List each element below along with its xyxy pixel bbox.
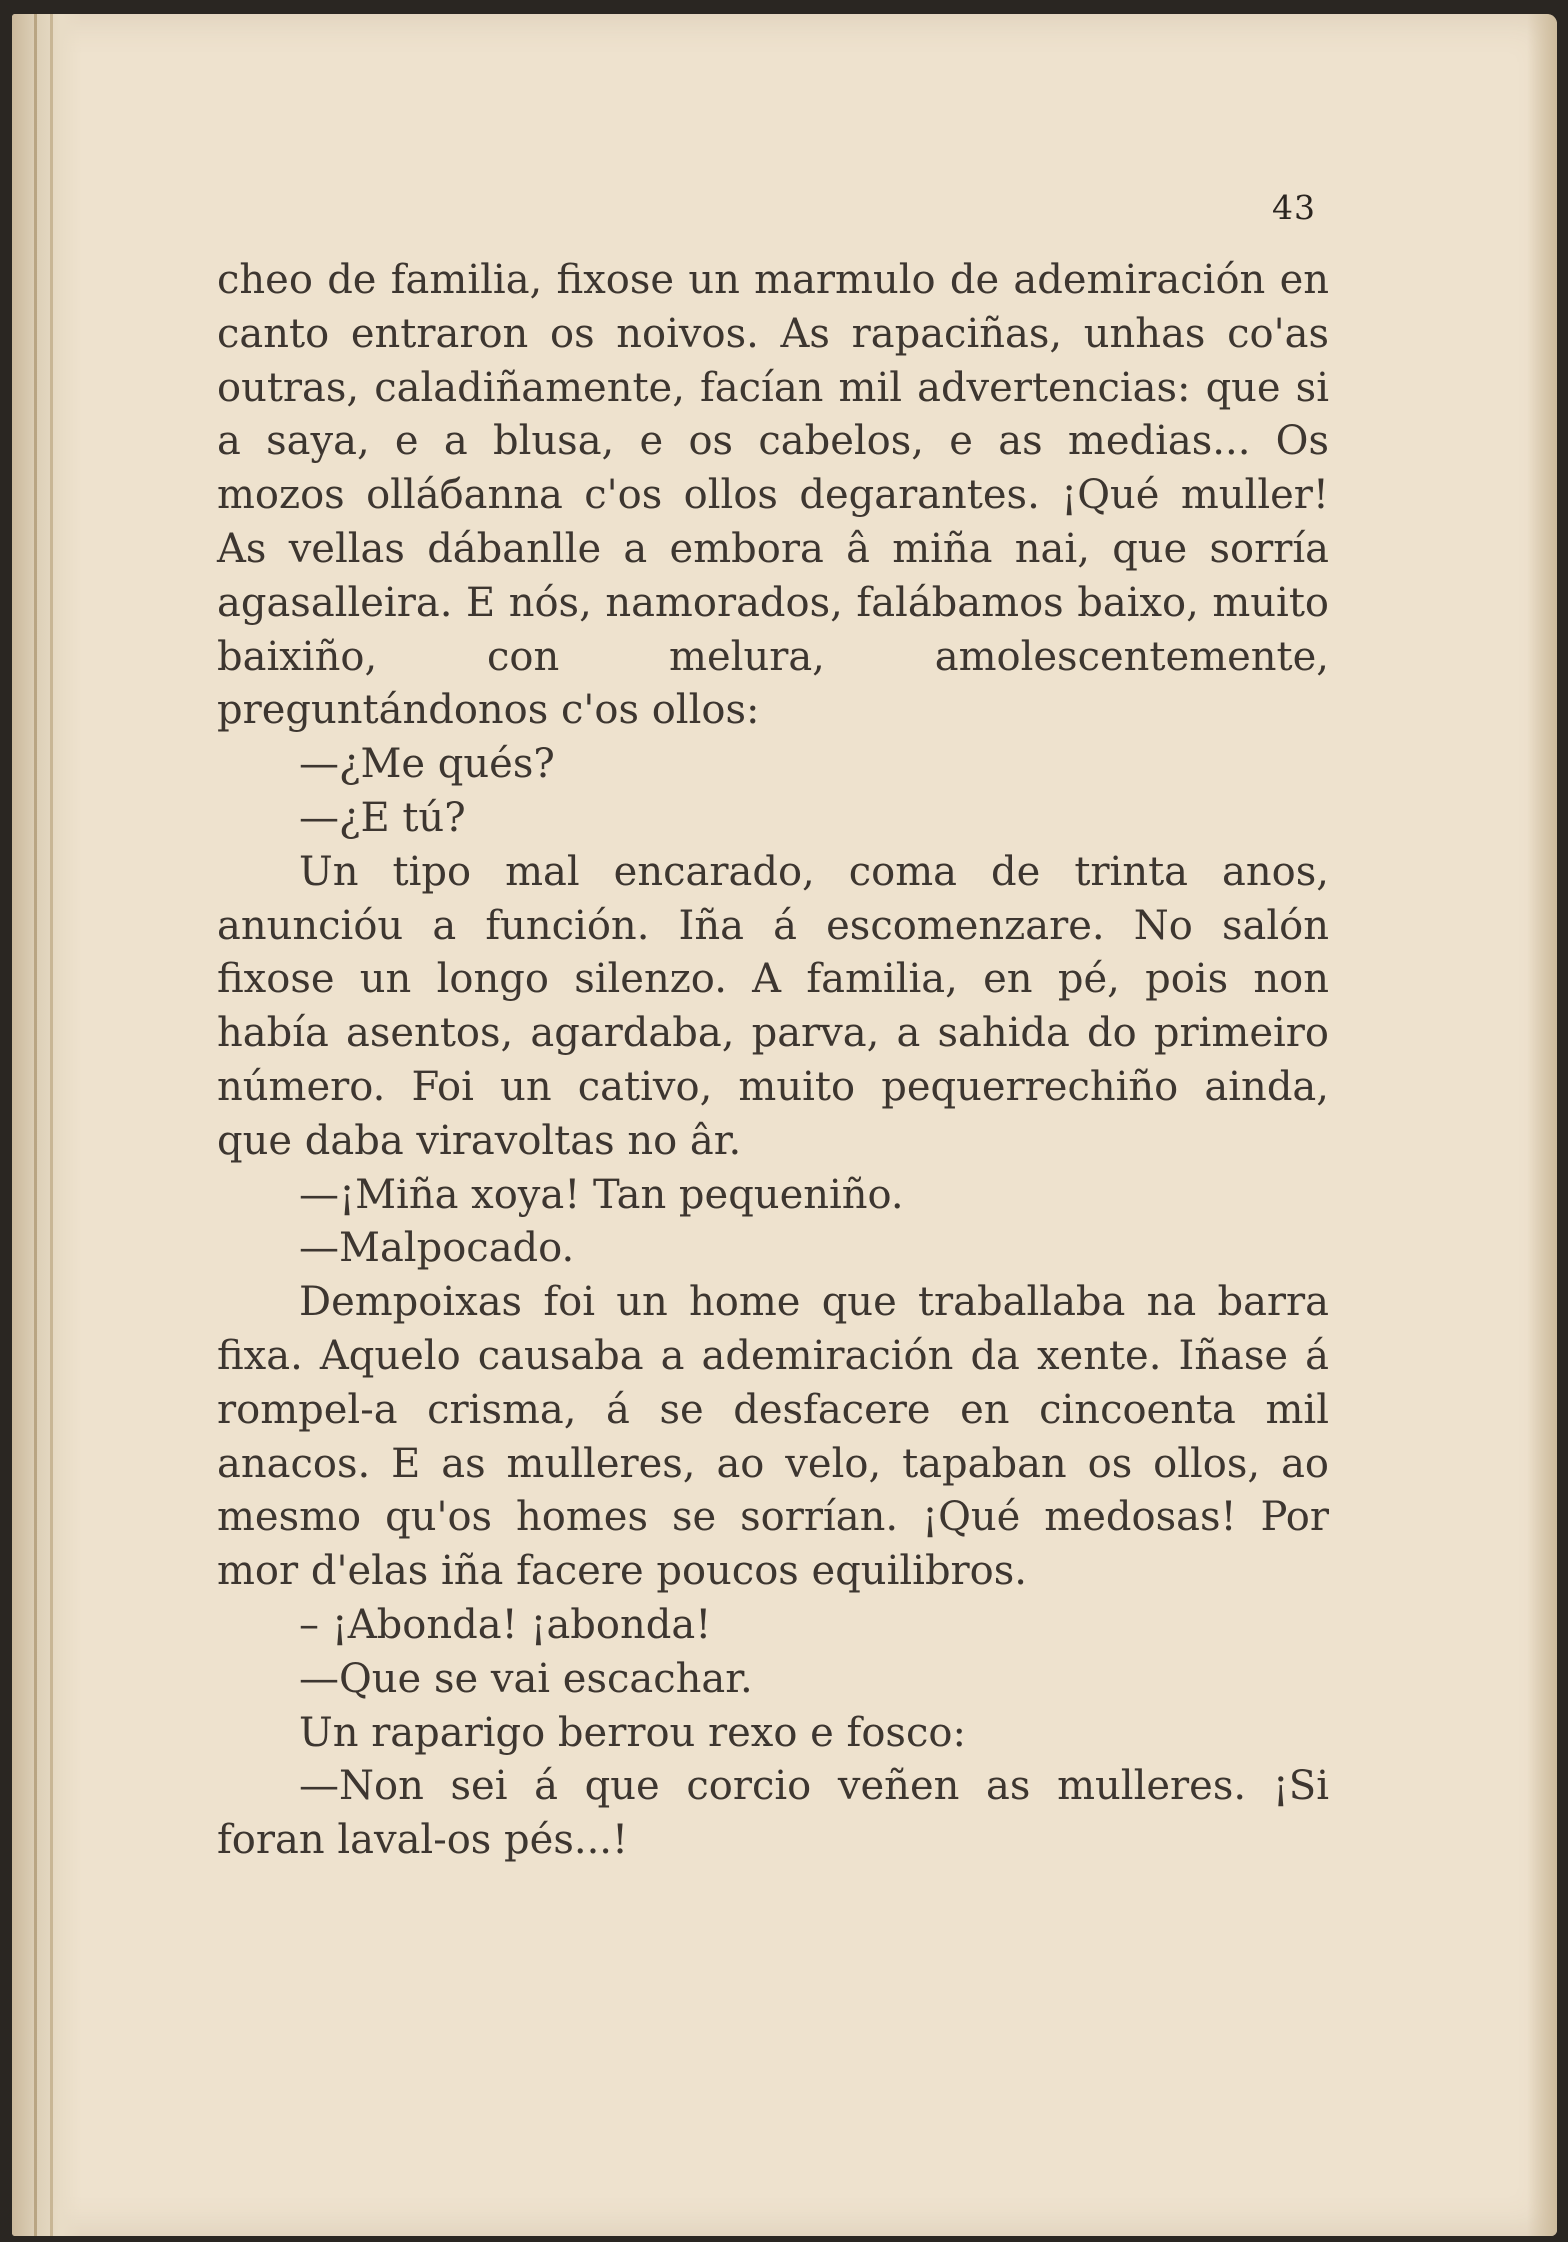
paragraph: Un raparigo berrou rexo e fosco: [299,1709,966,1756]
dialogue-line: —Que se vai escachar. [299,1655,753,1702]
dialogue-line: —Non sei á que corcio veñen as mulleres. ¡Si foran laval-os pés...! [217,1763,1329,1864]
paragraph: Un tipo mal encarado, coma de trinta anos, anuncióu a función. Iña á escomenzare. No salón fixose un longo silenzo. A familia, en pé, pois non había asentos, agardaba, parva, a sahida do primeiro número. Foi un cativo, muito pequerrechiño ainda, que daba viravoltas no âr. [217,848,1329,1164]
body-text [217,254,1329,1868]
dialogue-line: —Malpocado. [299,1225,575,1272]
page-number: 43 [1272,188,1316,227]
binding-edge [50,14,53,2236]
binding-edge [34,14,37,2236]
page-edge [1527,14,1557,2236]
dialogue-line: —¿E tú? [299,794,466,841]
paragraph: cheo de familia, fixose un marmulo de ademiración en canto entraron os noivos. As rapaciñas, unhas co'as outras, caladiñamente, facían mil advertencias: que si a saya, e a blusa, e os cabelos, e as medias... Os mozos olláбanna c'os ollos degarantes. ¡Qué muller! As vellas dábanlle a embora â miña nai, que sorría agasalleira. E nós, namorados, falábamos baixo, muito baixiño, con melura, amolescentemente, preguntándonos c'os ollos: [217,257,1329,734]
dialogue-line: – ¡Abonda! ¡abonda! [299,1601,712,1648]
book-page [12,14,1557,2236]
dialogue-line: —¡Miña xoya! Tan pequeniño. [299,1171,904,1218]
paragraph: Dempoixas foi un home que traballaba na barra fixa. Aquelo causaba a ademiración da xente. Iñase á rompel-a crisma, á se desfacere en cincoenta mil anacos. E as mulleres, ao velo, tapaban os ollos, ao mesmo qu'os homes se sorrían. ¡Qué medosas! Por mor d'elas iña facere poucos equilibros. [217,1279,1329,1595]
page-gutter [12,14,82,2236]
dialogue-line: —¿Me qués? [299,741,555,788]
